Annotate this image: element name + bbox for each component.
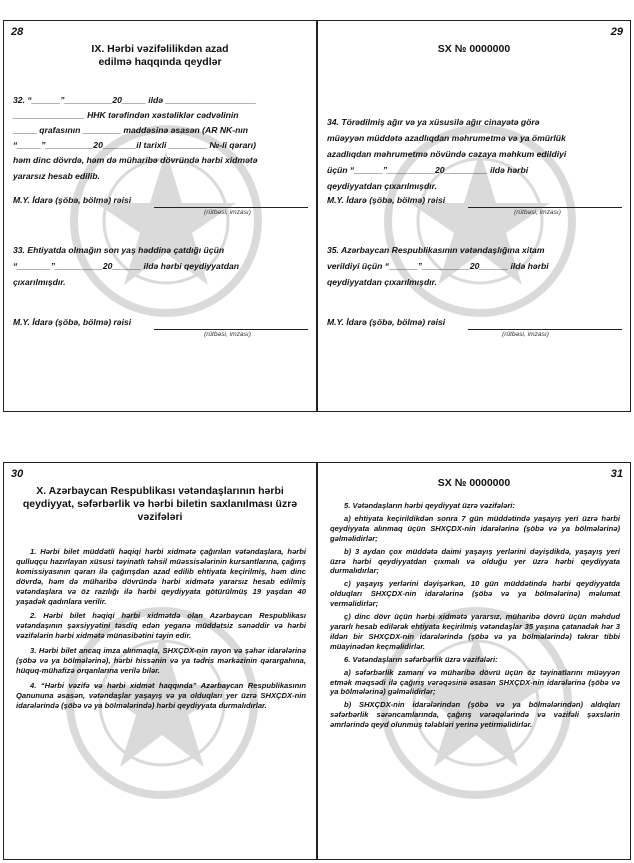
signature-line xyxy=(468,207,622,208)
paragraph-list xyxy=(16,547,306,711)
entry-33-line-1: 33. Ehtiyatda olmağın son yaş həddinə çatdığı üçün xyxy=(13,245,225,255)
signature-line xyxy=(468,329,622,330)
paragraph: 5. Vətəndaşların hərbi qeydiyyat üzrə vəzifələri: xyxy=(344,501,515,510)
page-28 xyxy=(3,20,317,412)
signature-caption: (rütbəsi, imzası) xyxy=(204,331,251,338)
paragraph: 3. Hərbi bilet ancaq imza alınmaqla, SHXÇDX-nin rayon və şəhər idarələrinə (şöbə və ya bölmələrinə), hərbi hissənin və ya tədris mərkəzinin qərargahına, hüquq-mühafizə orqanlarına verilə bilər. xyxy=(16,646,306,675)
entry-34-line-1: 34. Törədilmiş ağır və ya xüsusilə ağır cinayətə görə xyxy=(327,117,540,127)
entry-32-line-6: yararsız hesab edilib. xyxy=(13,171,100,181)
entry-32-line-1: 32. “______”__________20_____ ildə ___________________ xyxy=(13,95,257,105)
entry-34-line-5: qeydiyyatdan çıxarılmışdır. xyxy=(327,181,437,191)
page-number: 30 xyxy=(11,468,24,480)
paragraph: 1. Hərbi bilet müddətli həqiqi hərbi xidmətə çağırılan vətəndaşlara, hərbi qulluqçu hazırlayan xüsusi təyinatlı təhsil müəssisələrinin kursantlarına, çağırış komissiyasının qərarı ilə çağırışdan azad edilib ehtiyata keçirilmiş, həm dinc dövrdə, həm də müharibə dövründə hərbi xidmətə yararsız hesab edilmiş vətəndaşlara və öz razılığı ilə hərbi qeydiyyata götürülmüş 19 yaşdan 40 yaşadək qadınlara verilir. xyxy=(16,547,306,606)
page-number: 29 xyxy=(610,26,623,38)
entry-34-line-3: azadlıqdan məhrumetmə növündə cəzaya məhkum edildiyi xyxy=(327,149,567,159)
entry-32-line-2: _______________ HHK tərəfindən xəstəliklər cədvəlinin xyxy=(13,110,239,120)
entry-33-line-2: “_______”__________20______ ildə hərbi qeydiyyatdan xyxy=(13,261,239,271)
entry-32-line-4: “_____”__________20_______il tarixli ________ №-li qərarı) xyxy=(13,140,257,150)
entry-32-line-3: _____ qrafasının ________ maddəsinə əsasən (AR NK-nın xyxy=(13,125,249,135)
paragraph: b) 3 aydan çox müddətə daimi yaşayış yerlərini dəyişdikdə, yaşayış yeri üzrə hərbi qeydiyyatdan çıxmalı və olduğu yer üzrə hərbi qeydiyyata durmalıdırlar; xyxy=(330,546,620,576)
signature-label: M.Y. İdarə (şöbə, bölmə) rəisi xyxy=(327,317,446,327)
signature-caption: (rütbəsi, imzası) xyxy=(204,209,251,216)
paragraph: c) yaşayış yerlərini dəyişərkən, 10 gün müddətində hərbi qeydiyyatda olduqları SHXÇDX-nin idarələrinə (şöbə və ya bölmələrinə) məlumat verməlidirlər; xyxy=(330,579,620,609)
paragraph: b) SHXÇDX-nin idarələrindən (şöbə və ya bölmələrindən) aldıqları səfərbərlik sərəncamlarında, çağırış vərəqələrində və vəzifəli şəxslərin əmrlərində qeyd olunmuş tələbləri yerinə yetirməlidirlər. xyxy=(330,700,620,730)
paragraph: ç) dinc dövr üçün hərbi xidmətə yararsız, müharibə dövrü üçün məhdud yararlı hesab edilərək ehtiyata keçirilmiş vətəndaşlar 35 yaşına çatanadək hər 3 ildən bir SHXÇDX-nin idarələrində (şöbə və ya bölmələrində) təkrar tibbi müayinədən keçməlidirlər. xyxy=(330,612,620,651)
series-number: SX № 0000000 xyxy=(437,43,511,55)
signature-caption: (rütbəsi, imzası) xyxy=(502,331,549,338)
page-number: 28 xyxy=(11,26,24,38)
page-31 xyxy=(317,462,631,860)
entry-35-line-1: 35. Azərbaycan Respublikasının vətəndaşlığına xitam xyxy=(327,245,545,255)
entry-34-line-4: üçün “______”__________20_________ ildə hərbi xyxy=(327,165,529,175)
paragraph: 2. Hərbi bilet həqiqi hərbi xidmətdə olan Azərbaycan Respublikası vətəndaşının şəxsiyyətini təsdiq edən yeganə müddətsiz sənəddir və hərbi vəzifələrin hərbi xidmətə münasibətini təyin edir. xyxy=(16,611,306,641)
paragraph: 4. “Hərbi vəzifə və hərbi xidmət haqqında” Azərbaycan Respublikasının Qanununa əsasən, vətəndaşlar yaşayış və ya olduqları yer üzrə SHXÇDX-nin idarələrində (şöbə və ya bölmələrində) hərbi qeydiyyata durmalıdırlar. xyxy=(16,680,306,710)
page-29 xyxy=(317,20,631,412)
signature-label: M.Y. İdarə (şöbə, bölmə) rəisi xyxy=(13,317,132,327)
signature-line xyxy=(154,329,308,330)
signature-caption: (rütbəsi, imzası) xyxy=(514,209,561,216)
paragraph: 6. Vətəndaşların səfərbərlik üzrə vəzifələri: xyxy=(344,654,498,664)
entry-34-line-2: müəyyən müddətə azadlıqdan məhrumetmə və ya ömürlük xyxy=(327,133,566,143)
paragraph-list xyxy=(330,501,620,730)
page-30 xyxy=(3,462,317,860)
entry-32-line-5: həm dinc dövrdə, həm də müharibə dövründə hərbi xidmətə xyxy=(13,155,258,165)
entry-33-line-3: çıxarılmışdır. xyxy=(13,277,66,287)
page-number: 31 xyxy=(610,468,623,480)
section-title: X. Azərbaycan Respublikası vətəndaşlarının hərbi qeydiyyat, səfərbərlik və hərbi biletin saxlanılması üzrə vəzifələri xyxy=(22,485,298,523)
signature-line xyxy=(154,207,308,208)
series-number: SX № 0000000 xyxy=(437,477,511,489)
section-title: IX. Hərbi vəzifəlilikdən azad edilmə haqqında qeydlər xyxy=(91,43,229,68)
paragraph: a) ehtiyata keçirildikdən sonra 7 gün müddətində yaşayış yeri üzrə hərbi qeydiyyata alınmaq üçün SHXÇDX-nin idarələrinə (şöbə və ya bölmələrinə) gəlməlidirlər; xyxy=(330,513,620,543)
signature-label: M.Y. İdarə (şöbə, bölmə) rəisi xyxy=(327,195,446,205)
entry-35-line-2: verildiyi üçün “______”__________20______ ildə hərbi xyxy=(327,261,549,271)
paragraph: a) səfərbərlik zamanı və müharibə dövrü üçün öz təyinatlarını müəyyən etmək məqsədi ilə çağırış vərəqəsinə əsasən SHXÇDX-nin idarələrinə (şöbə və ya bölmələrinə) gəlməlidirlər; xyxy=(330,667,620,697)
signature-label: M.Y. İdarə (şöbə, bölmə) rəisi xyxy=(13,195,132,205)
entry-35-line-3: qeydiyyatdan çıxarılmışdır. xyxy=(327,277,437,287)
